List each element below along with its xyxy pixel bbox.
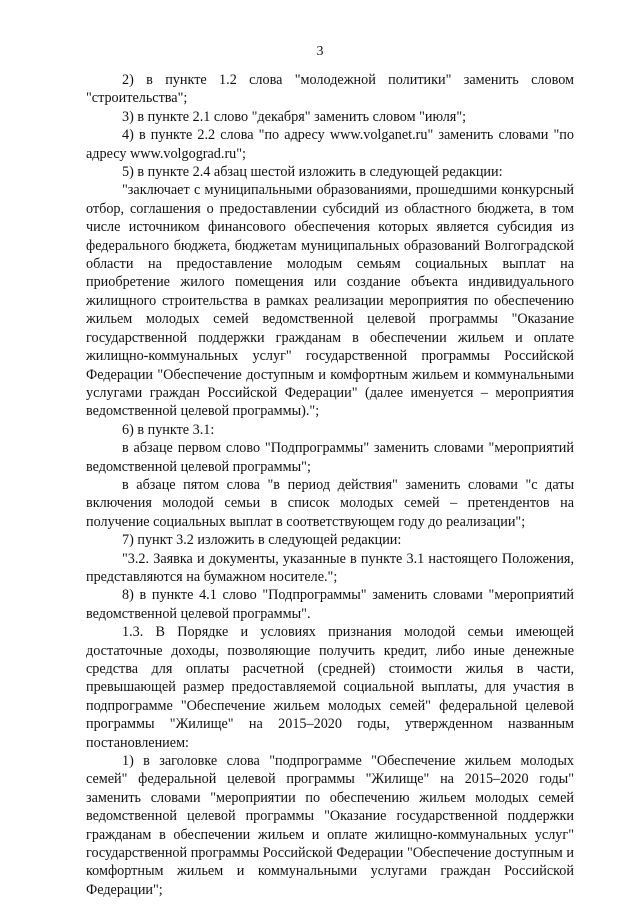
- quoted-paragraph-2-4: "заключает с муниципальными образованиями, прошедшими конкурсный отбор, соглашения о предоставлении субсидий из областного бюджета, в том числе источником финансового обеспечения которых является субсидия из федерального бюджета, бюджетам муниципальных образований Волгоградской области на предоставление молодым семьям социальных выплат на приобретение жилого помещения или создание объекта индивидуального жилищного строительства в рамках реализации мероприятия по обеспечению жильем молодых семей ведомственной целевой программы "Оказание государственной поддержки гражданам в обеспечении жильем и оплате жилищно-коммунальных услуг" государственной программы Российской Федерации "Обеспечение доступным и комфортным жильем и коммунальными услугами граждан Российской Федерации" (далее именуется – мероприятия ведомственной целевой программы).";: [86, 182, 574, 420]
- paragraph-item-6-first: в абзаце первом слово "Подпрограммы" заменить словами "мероприятий ведомственной целевой программы";: [86, 440, 574, 475]
- paragraph-item-2: 2) в пункте 1.2 слова "молодежной политики" заменить словом "строительства";: [86, 72, 574, 107]
- paragraph-section-1-3: 1.3. В Порядке и условиях признания молодой семьи имеющей достаточные доходы, позволяющие получить кредит, либо иные денежные средства для оплаты расчетной (средней) стоимости жилья в части, превышающей размер предоставляемой социальной выплаты, для участия в подпрограмме "Обеспечение жильем молодых семей" федеральной целевой программы "Жилище" на 2015–2020 годы, утвержденном названным постановлением:: [86, 624, 574, 751]
- paragraph-item-6-fifth: в абзаце пятом слова "в период действия" заменить словами "с даты включения молодой семьи в список молодых семей – претендентов на получение социальных выплат в соответствующем году до реализации";: [86, 476, 574, 530]
- paragraph-item-4: 4) в пункте 2.2 слова "по адресу www.volganet.ru" заменить словами "по адресу www.volgograd.ru";: [86, 127, 574, 162]
- paragraph-item-6: 6) в пункте 3.1:: [122, 421, 215, 438]
- document-body: [86, 71, 574, 899]
- paragraph-item-3: 3) в пункте 2.1 слово "декабря" заменить словом "июля";: [122, 108, 467, 125]
- paragraph-item-5: 5) в пункте 2.4 абзац шестой изложить в следующей редакции:: [122, 164, 503, 181]
- page-number: 3: [316, 44, 324, 59]
- quoted-paragraph-3-2: "3.2. Заявка и документы, указанные в пункте 3.1 настоящего Положения, представляются на бумажном носителе.";: [86, 550, 574, 585]
- paragraph-item-7: 7) пункт 3.2 изложить в следующей редакции:: [122, 532, 402, 549]
- paragraph-item-8: 8) в пункте 4.1 слово "Подпрограммы" заменить словами "мероприятий ведомственной целевой программы".: [86, 587, 574, 622]
- paragraph-item-1: 1) в заголовке слова "подпрограмме "Обеспечение жильем молодых семей" федеральной целевой программы "Жилище" на 2015–2020 годы" заменить словами "мероприятии по обеспечению жильем молодых семей ведомственной целевой программы "Оказание государственной поддержки гражданам в обеспечении жильем и оплате жилищно-коммунальных услуг" государственной программы Российской Федерации "Обеспечение доступным и комфортным жильем и коммунальными услугами граждан Российской Федерации";: [86, 753, 574, 898]
